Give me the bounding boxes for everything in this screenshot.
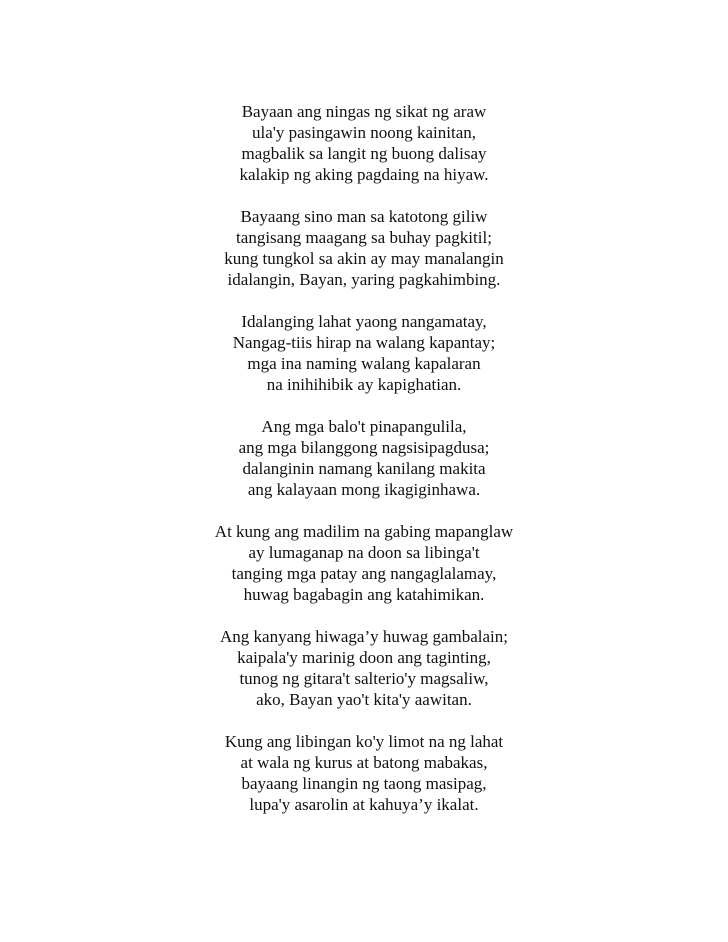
poem-line: idalangin, Bayan, yaring pagkahimbing. [227, 270, 501, 289]
poem-line: ula'y pasingawin noong kainitan, [251, 123, 477, 142]
poem-line: Kung ang libingan ko'y limot na ng lahat [224, 732, 504, 751]
poem-line: at wala ng kurus at batong mabakas, [240, 753, 488, 772]
poem-line: ay lumaganap na doon sa libinga't [248, 543, 480, 562]
poem-line: kung tungkol sa akin ay may manalangin [224, 249, 504, 268]
poem-line: tunog ng gitara't salterio'y magsaliw, [239, 669, 489, 688]
poem-line: tangisang maagang sa buhay pagkitil; [236, 228, 492, 247]
poem-line: huwag bagabagin ang katahimikan. [243, 585, 485, 604]
poem-body [0, 101, 728, 836]
poem-line: ako, Bayan yao't kita'y aawitan. [256, 690, 472, 709]
stanza-4 [0, 416, 728, 500]
poem-line: At kung ang madilim na gabing mapanglaw [214, 522, 514, 541]
stanza-2 [0, 206, 728, 290]
stanza-7 [0, 731, 728, 815]
stanza-6 [0, 626, 728, 710]
poem-line: dalanginin namang kanilang makita [242, 459, 486, 478]
poem-line: Bayaan ang ningas ng sikat ng araw [241, 102, 487, 121]
poem-line: mga ina naming walang kapalaran [247, 354, 481, 373]
poem-line: Nangag-tiis hirap na walang kapantay; [232, 333, 496, 352]
poem-line: kalakip ng aking pagdaing na hiyaw. [239, 165, 489, 184]
poem-line: ang kalayaan mong ikagiginhawa. [247, 480, 481, 499]
poem-line: magbalik sa langit ng buong dalisay [241, 144, 487, 163]
stanza-1 [0, 101, 728, 185]
poem-line: Idalanging lahat yaong nangamatay, [241, 312, 487, 331]
poem-line: Ang mga balo't pinapangulila, [261, 417, 467, 436]
poem-line: Bayaang sino man sa katotong giliw [240, 207, 488, 226]
poem-line: Ang kanyang hiwaga’y huwag gambalain; [220, 627, 508, 646]
poem-line: na inihihibik ay kapighatian. [266, 375, 462, 394]
stanza-3 [0, 311, 728, 395]
poem-line: kaipala'y marinig doon ang taginting, [237, 648, 491, 667]
stanza-5 [0, 521, 728, 605]
poem-line: tanging mga patay ang nangaglalamay, [231, 564, 497, 583]
poem-line: bayaang linangin ng taong masipag, [241, 774, 487, 793]
poem-line: lupa'y asarolin at kahuya’y ikalat. [249, 795, 479, 814]
poem-line: ang mga bilanggong nagsisipagdusa; [238, 438, 490, 457]
